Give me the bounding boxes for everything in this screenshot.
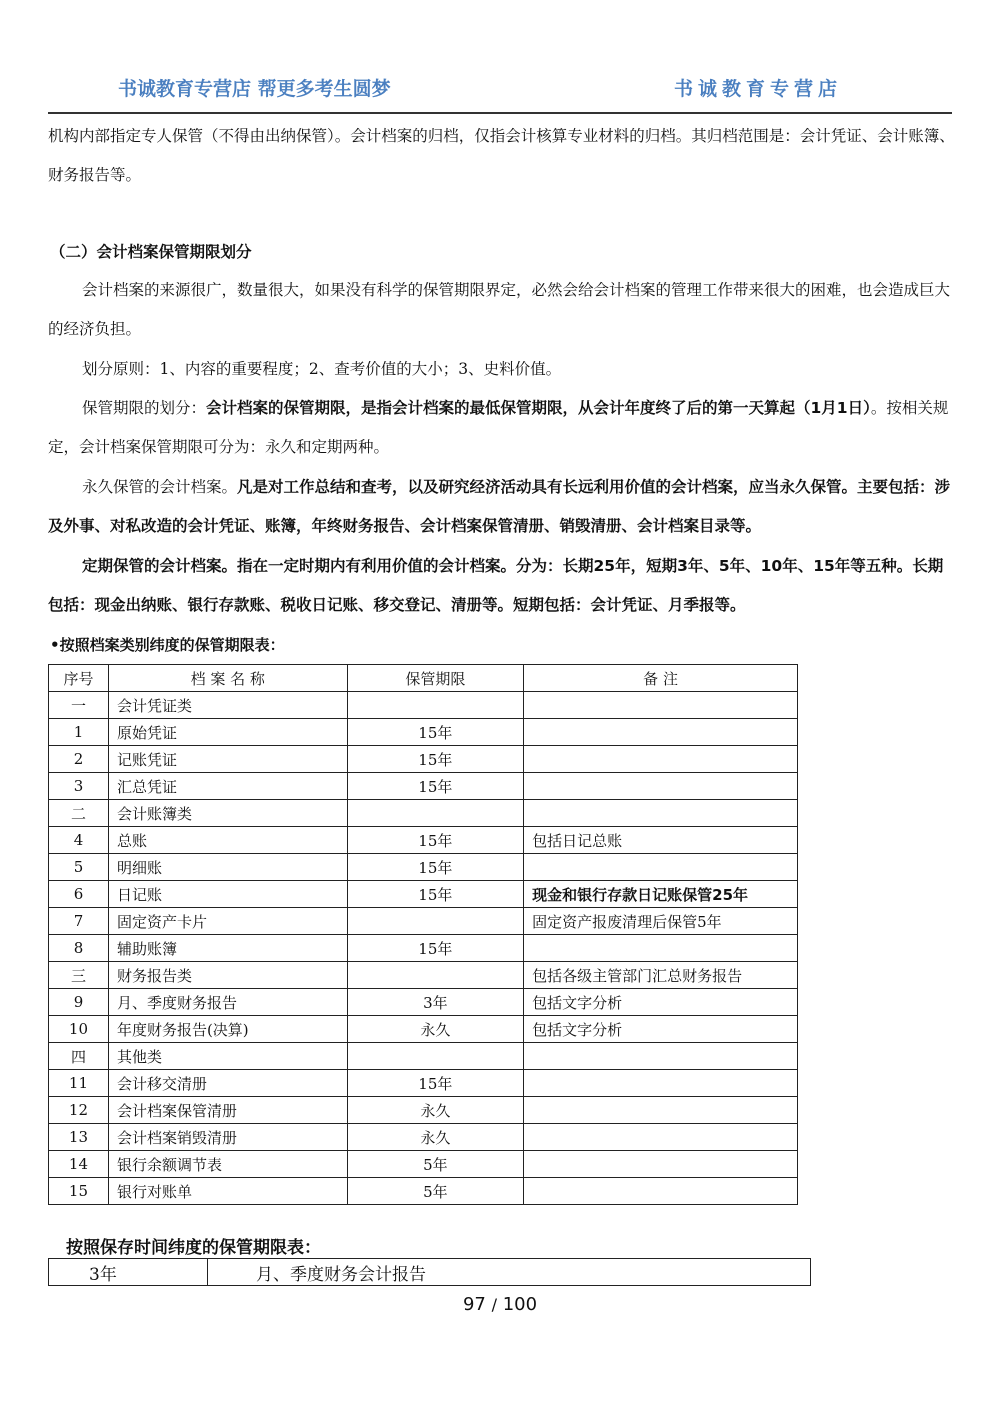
paragraph-fixed-term: 定期保管的会计档案。指在一定时期内有利用价值的会计档案。分为：长期25年，短期3年、5年、10年、15年等五种。长期包括：现金出纳账、银行存款账、税收日记账、移交登记、清册等。短期包括：会计凭证、月季报等。 (48, 557, 944, 614)
row-name: 记账凭证 (108, 746, 347, 773)
row-period (347, 800, 524, 827)
row-note (524, 935, 798, 962)
table-row (49, 908, 798, 935)
row-name: 会计档案保管清册 (108, 1097, 347, 1124)
row-name: 月、季度财务报告 (108, 989, 347, 1016)
header-slogan: 书诚教育专营店 帮更多考生圆梦 (118, 78, 391, 100)
category-table-title: •按照档案类别纬度的保管期限表： (50, 636, 285, 654)
row-name: 固定资产卡片 (108, 908, 347, 935)
row-period: 15年 (347, 719, 524, 746)
category-retention-table (48, 664, 798, 1205)
row-period (347, 962, 524, 989)
row-no: 9 (49, 989, 109, 1016)
page-header (48, 70, 952, 114)
table-row (49, 800, 798, 827)
row-no: 4 (49, 827, 109, 854)
row-no: 三 (49, 962, 109, 989)
section-title: （二）会计档案保管期限划分 (50, 243, 252, 261)
row-period: 15年 (347, 854, 524, 881)
header-period: 保管期限 (347, 665, 524, 692)
row-note (524, 800, 798, 827)
row-period: 永久 (347, 1097, 524, 1124)
row-note (524, 1043, 798, 1070)
row-period (347, 908, 524, 935)
row-period: 15年 (347, 881, 524, 908)
header-store-name: 书诚教育专营店 (674, 78, 843, 100)
row-name: 辅助账簿 (108, 935, 347, 962)
row-period: 5年 (347, 1151, 524, 1178)
row-note (524, 746, 798, 773)
row-note: 现金和银行存款日记账保管25年 (524, 881, 798, 908)
period-division-tail: 。按相关规定，会计档案保管期限可分为：永久和定期两种。 (48, 399, 949, 456)
paragraph-permanent (48, 468, 956, 546)
table-row (49, 881, 798, 908)
row-no: 四 (49, 1043, 109, 1070)
row-no: 1 (49, 719, 109, 746)
table-row (49, 935, 798, 962)
page-total: 100 (502, 1294, 538, 1315)
row-name: 其他类 (108, 1043, 347, 1070)
row-period: 永久 (347, 1124, 524, 1151)
row-note (524, 719, 798, 746)
table-row (49, 1124, 798, 1151)
table-row (49, 1043, 798, 1070)
table-row (49, 1151, 798, 1178)
row-no: 3 (49, 773, 109, 800)
time-period-cell: 3年 (49, 1259, 208, 1286)
table-body (49, 692, 798, 1205)
row-note (524, 1178, 798, 1205)
table-header-row (49, 665, 798, 692)
paragraph-principles: 划分原则：1、内容的重要程度；2、查考价值的大小；3、史料价值。 (82, 360, 562, 378)
row-note (524, 1124, 798, 1151)
row-period (347, 1043, 524, 1070)
period-division-bold: 会计档案的保管期限，是指会计档案的最低保管期限，从会计年度终了后的第一天算起（1月1日） (206, 399, 871, 417)
row-name: 会计账簿类 (108, 800, 347, 827)
row-note: 包括各级主管部门汇总财务报告 (524, 962, 798, 989)
row-name: 会计移交清册 (108, 1070, 347, 1097)
header-name: 档 案 名 称 (108, 665, 347, 692)
paragraph-sources: 会计档案的来源很广，数量很大，如果没有科学的保管期限界定，必然会给会计档案的管理工作带来很大的困难，也会造成巨大的经济负担。 (48, 281, 951, 338)
row-no: 8 (49, 935, 109, 962)
time-table-title: 按照保存时间纬度的保管期限表： (66, 1238, 321, 1258)
table-row (49, 989, 798, 1016)
row-period: 5年 (347, 1178, 524, 1205)
row-period: 15年 (347, 746, 524, 773)
row-name: 财务报告类 (108, 962, 347, 989)
row-period: 15年 (347, 935, 524, 962)
table-row (49, 746, 798, 773)
row-note (524, 692, 798, 719)
time-content-cell: 月、季度财务会计报告 (208, 1259, 811, 1286)
row-no: 一 (49, 692, 109, 719)
row-no: 6 (49, 881, 109, 908)
table-row (49, 1016, 798, 1043)
header-note: 备 注 (524, 665, 798, 692)
row-name: 银行余额调节表 (108, 1151, 347, 1178)
time-retention-table (48, 1258, 811, 1286)
row-name: 日记账 (108, 881, 347, 908)
row-note (524, 1097, 798, 1124)
paragraph-period-division (48, 389, 956, 467)
table-row (49, 1178, 798, 1205)
row-period: 15年 (347, 827, 524, 854)
row-no: 二 (49, 800, 109, 827)
row-no: 14 (49, 1151, 109, 1178)
row-note: 包括文字分析 (524, 1016, 798, 1043)
row-name: 会计档案销毁清册 (108, 1124, 347, 1151)
table-row (49, 719, 798, 746)
page-number: 97 (462, 1294, 486, 1315)
row-no: 13 (49, 1124, 109, 1151)
row-note (524, 773, 798, 800)
row-note: 包括文字分析 (524, 989, 798, 1016)
row-period (347, 692, 524, 719)
intro-paragraph: 机构内部指定专人保管（不得由出纳保管）。会计档案的归档，仅指会计核算专业材料的归档。其归档范围是：会计凭证、会计账簿、财务报告等。 (48, 127, 955, 184)
period-division-lead: 保管期限的划分： (82, 399, 207, 417)
row-period: 15年 (347, 1070, 524, 1097)
table-row (49, 1097, 798, 1124)
page-separator: / (491, 1295, 497, 1314)
row-name: 原始凭证 (108, 719, 347, 746)
permanent-bold: 凡是对工作总结和查考，以及研究经济活动具有长远利用价值的会计档案，应当永久保管。主要包括：涉及外事、对私改造的会计凭证、账簿，年终财务报告、会计档案保管清册、销毁清册、会计档案目录等。 (48, 478, 951, 535)
row-note (524, 854, 798, 881)
row-note: 固定资产报废清理后保管5年 (524, 908, 798, 935)
row-name: 总账 (108, 827, 347, 854)
row-name: 年度财务报告(决算) (108, 1016, 347, 1043)
page-footer (0, 1294, 1000, 1315)
row-no: 7 (49, 908, 109, 935)
row-note (524, 1070, 798, 1097)
table-row (49, 773, 798, 800)
row-name: 汇总凭证 (108, 773, 347, 800)
table-row (49, 1259, 811, 1286)
table-row (49, 827, 798, 854)
header-no: 序号 (49, 665, 109, 692)
row-period: 3年 (347, 989, 524, 1016)
row-name: 银行对账单 (108, 1178, 347, 1205)
row-note (524, 1151, 798, 1178)
table-row (49, 692, 798, 719)
table-row (49, 854, 798, 881)
row-no: 11 (49, 1070, 109, 1097)
row-no: 15 (49, 1178, 109, 1205)
row-period: 永久 (347, 1016, 524, 1043)
row-no: 5 (49, 854, 109, 881)
row-name: 会计凭证类 (108, 692, 347, 719)
row-no: 2 (49, 746, 109, 773)
table-row (49, 1070, 798, 1097)
table-row (49, 962, 798, 989)
row-period: 15年 (347, 773, 524, 800)
row-no: 10 (49, 1016, 109, 1043)
row-no: 12 (49, 1097, 109, 1124)
row-note: 包括日记总账 (524, 827, 798, 854)
row-name: 明细账 (108, 854, 347, 881)
permanent-lead: 永久保管的会计档案。 (82, 478, 238, 496)
